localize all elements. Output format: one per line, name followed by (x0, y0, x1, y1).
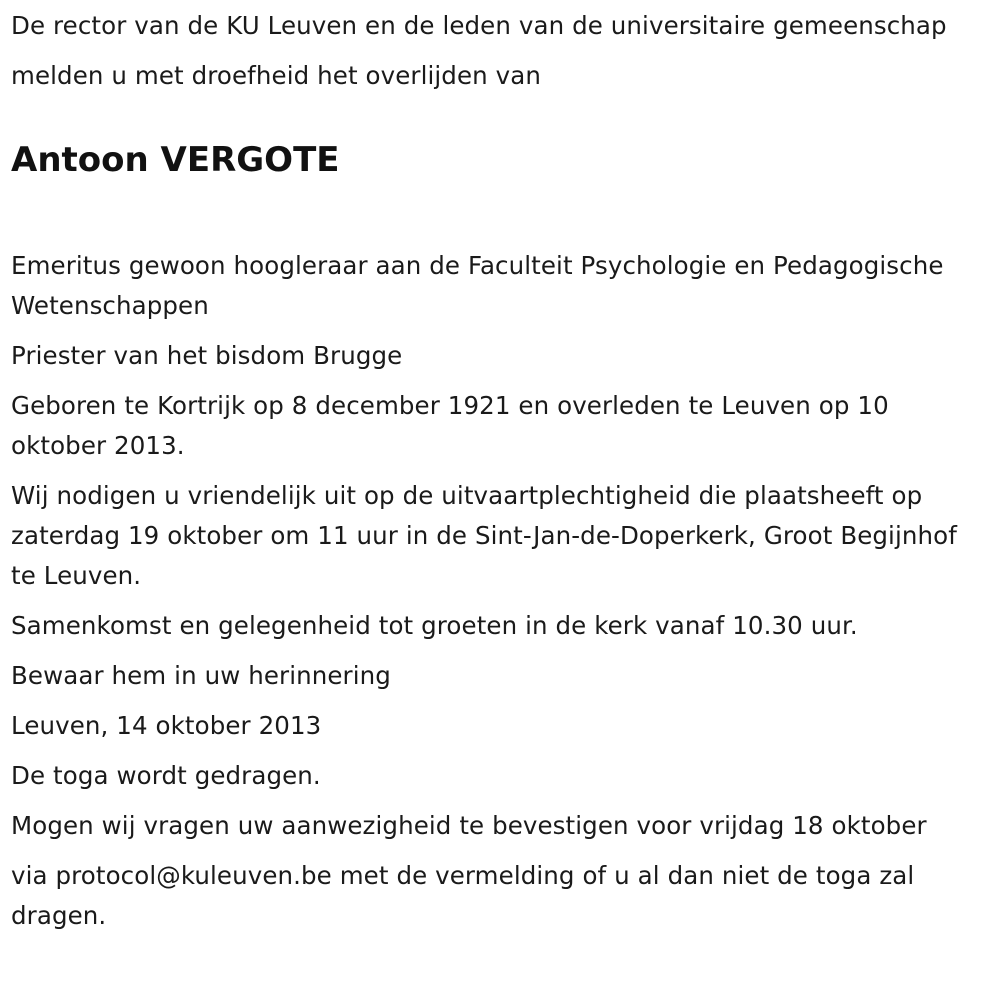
birth-death-paragraph: Geboren te Kortrijk op 8 december 1921 en overleden te Leuven op 10 oktober 2013. (11, 391, 889, 460)
contact-paragraph: via protocol@kuleuven.be met de vermelding of u al dan niet de toga zal dragen. (11, 861, 915, 930)
deceased-first-name: Antoon (11, 140, 149, 180)
funeral-invitation-paragraph: Wij nodigen u vriendelijk uit op de uitvaartplechtigheid die plaatsheeft op zaterdag 19 oktober om 11 uur in de Sint-Jan-de-Doperkerk, Groot Begijnhof te Leuven. (11, 481, 957, 590)
title-paragraph: Emeritus gewoon hoogleraar aan de Faculteit Psychologie en Pedagogische Wetenschappen (11, 251, 944, 320)
priest-paragraph: Priester van het bisdom Brugge (11, 341, 403, 370)
remembrance-paragraph: Bewaar hem in uw herinnering (11, 661, 391, 690)
toga-paragraph: De toga wordt gedragen. (11, 761, 321, 790)
gathering-paragraph: Samenkomst en gelegenheid tot groeten in de kerk vanaf 10.30 uur. (11, 611, 858, 640)
deceased-name (11, 140, 986, 180)
deceased-last-name: VERGOTE (160, 140, 340, 180)
intro-announcement: melden u met droefheid het overlijden van (11, 61, 541, 90)
intro-announcer: De rector van de KU Leuven en de leden van de universitaire gemeenschap (11, 11, 947, 40)
place-date-paragraph: Leuven, 14 oktober 2013 (11, 711, 322, 740)
obituary-notice (11, 6, 986, 946)
rsvp-paragraph: Mogen wij vragen uw aanwezigheid te bevestigen voor vrijdag 18 oktober (11, 811, 927, 840)
